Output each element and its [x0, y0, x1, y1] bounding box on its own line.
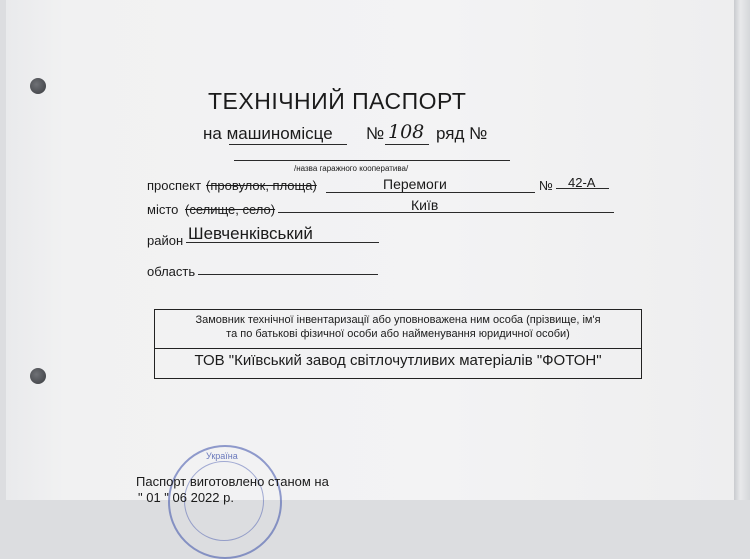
footer-date-label: Паспорт виготовлено станом на [136, 474, 329, 489]
subtitle-prefix: на машиномісце [203, 124, 333, 143]
number-value: 108 [388, 121, 425, 143]
customer-description [155, 313, 641, 341]
street-struck: (провулок, площа) [206, 178, 317, 193]
district-value: Шевченківський [188, 224, 313, 243]
document-page [6, 0, 734, 500]
customer-value: ТОВ "Київський завод світлочутливих матеріалів "ФОТОН" [194, 352, 602, 369]
street-underline [326, 192, 535, 193]
document-title: ТЕХНІЧНИЙ ПАСПОРТ [208, 88, 467, 114]
punch-hole [30, 368, 46, 384]
house-underline [556, 188, 609, 189]
district-underline [186, 242, 379, 243]
footer-date-value: " 01 " 06 2022 р. [138, 490, 234, 505]
district-label: район [147, 233, 184, 248]
number-label: № [366, 124, 385, 143]
subtitle-underline [229, 144, 347, 145]
stamp-text: Україна [206, 451, 238, 461]
city-underline [278, 212, 614, 213]
number-underline [385, 144, 429, 145]
region-label: область [147, 264, 196, 279]
cooperative-line [234, 160, 510, 161]
city-label: місто [147, 202, 179, 217]
box-divider [155, 348, 641, 349]
binder-edge [734, 0, 750, 500]
punch-hole [30, 78, 46, 94]
region-underline [198, 274, 378, 275]
customer-box [154, 309, 642, 379]
row-label: ряд № [436, 124, 488, 143]
city-struck: (селище, село) [185, 202, 276, 217]
street-value: Перемоги [383, 176, 447, 192]
customer-desc-line2: та по батькові фізичної особи або найменування юридичної особи) [226, 328, 570, 340]
city-value: Київ [411, 197, 439, 213]
house-value: 42-А [568, 175, 596, 190]
house-label: № [539, 178, 553, 193]
cooperative-caption: /назва гаражного кооператива/ [294, 164, 409, 173]
customer-desc-line1: Замовник технічної інвентаризації або уповноважена ним особа (прізвище, ім'я [195, 314, 601, 326]
street-label: проспект [147, 178, 202, 193]
